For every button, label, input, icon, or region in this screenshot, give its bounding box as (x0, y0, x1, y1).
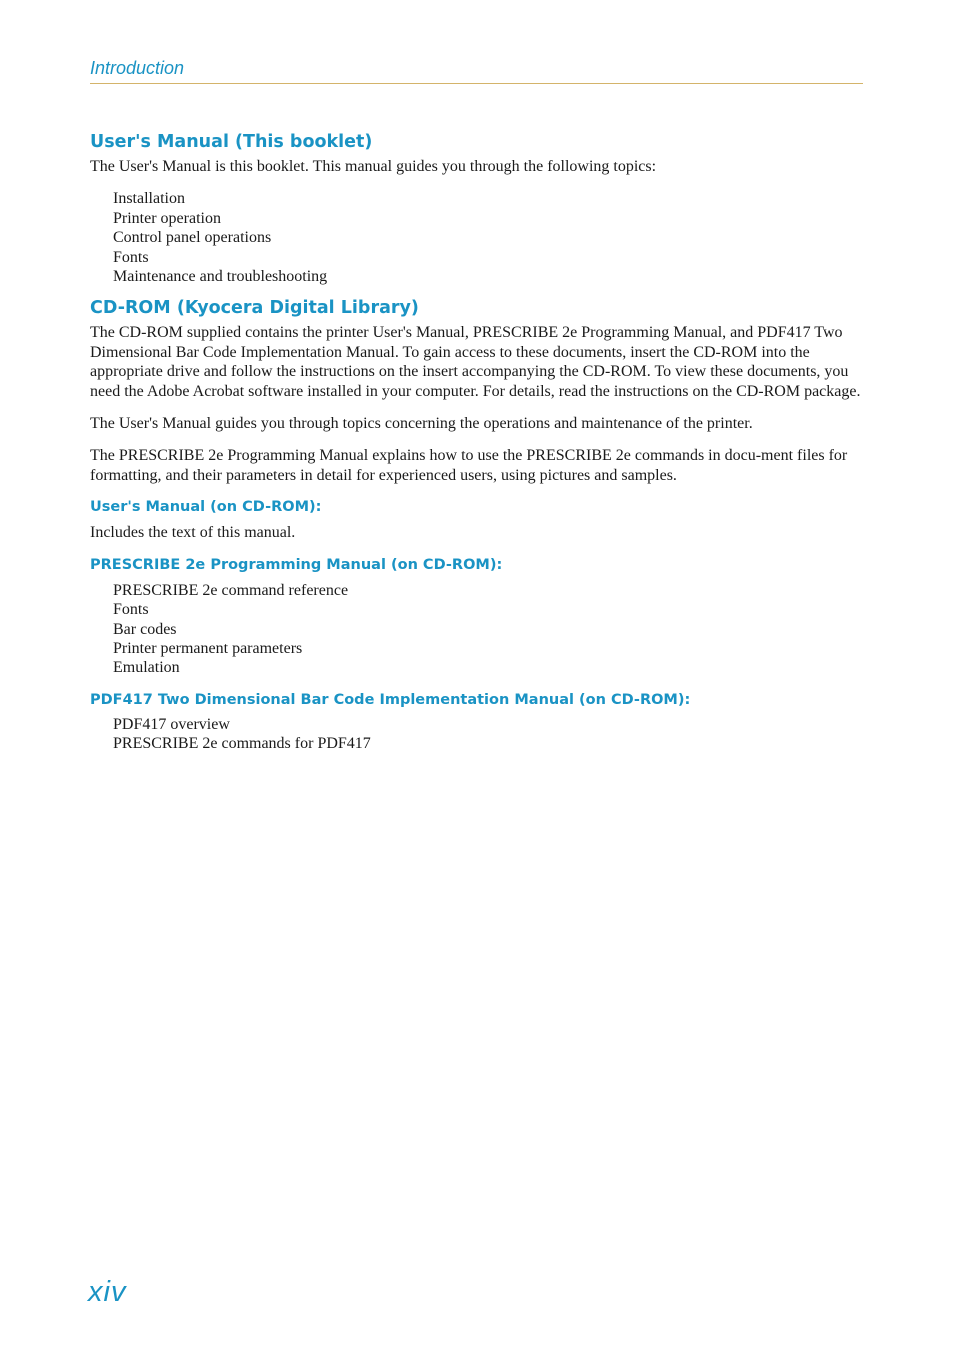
prescribe-manual-topic-list (90, 581, 865, 678)
pdf417-manual-topic-list (90, 715, 865, 754)
pdf417-manual-cd-heading: PDF417 Two Dimensional Bar Code Implementation Manual (on CD-ROM): (90, 691, 691, 708)
list-item: Fonts (113, 601, 149, 619)
list-item: Control panel operations (113, 229, 272, 247)
list-item: PRESCRIBE 2e commands for PDF417 (113, 735, 371, 753)
list-item: PRESCRIBE 2e command reference (113, 581, 349, 599)
list-item: Emulation (113, 659, 180, 677)
page-content (90, 130, 865, 754)
list-item: Installation (113, 190, 185, 208)
list-item: Bar codes (113, 620, 177, 638)
users-manual-topic-list (90, 189, 865, 286)
list-item: PDF417 overview (113, 715, 230, 733)
users-manual-heading: User's Manual (This booklet) (90, 132, 373, 152)
list-item: Fonts (113, 248, 149, 266)
header-divider (90, 83, 863, 84)
users-manual-intro: The User's Manual is this booklet. This manual guides you through the following topics: (90, 158, 657, 175)
users-manual-cd-text: Includes the text of this manual. (90, 524, 296, 542)
cdrom-paragraph-2: The User's Manual guides you through topics concerning the operations and maintenance of the printer. (90, 415, 753, 433)
list-item: Printer permanent parameters (113, 639, 303, 657)
cdrom-paragraph-3: The PRESCRIBE 2e Programming Manual explains how to use the PRESCRIBE 2e commands in docu-ment files for formatting, and their parameters in detail for experienced users, using pictures and samples. (90, 447, 848, 484)
page-number: xiv (88, 1276, 127, 1308)
cdrom-heading: CD-ROM (Kyocera Digital Library) (90, 298, 419, 319)
list-item: Maintenance and troubleshooting (113, 268, 328, 286)
cdrom-paragraph-1: The CD-ROM supplied contains the printer User's Manual, PRESCRIBE 2e Programming Manual, and PDF417 Two Dimensional Bar Code Implementation Manual. To gain access to these documents, insert the CD-ROM into the appropriate drive and follow the instructions on the insert accompanying the CD-ROM. To view these documents, you need the Adobe Acrobat software installed in your computer. For details, read the instructions on the CD-ROM package. (90, 324, 861, 400)
users-manual-cd-heading: User's Manual (on CD-ROM): (90, 499, 322, 516)
header-section-title: Introduction (90, 58, 185, 78)
list-item: Printer operation (113, 209, 221, 227)
prescribe-manual-cd-heading: PRESCRIBE 2e Programming Manual (on CD-ROM): (90, 556, 503, 573)
